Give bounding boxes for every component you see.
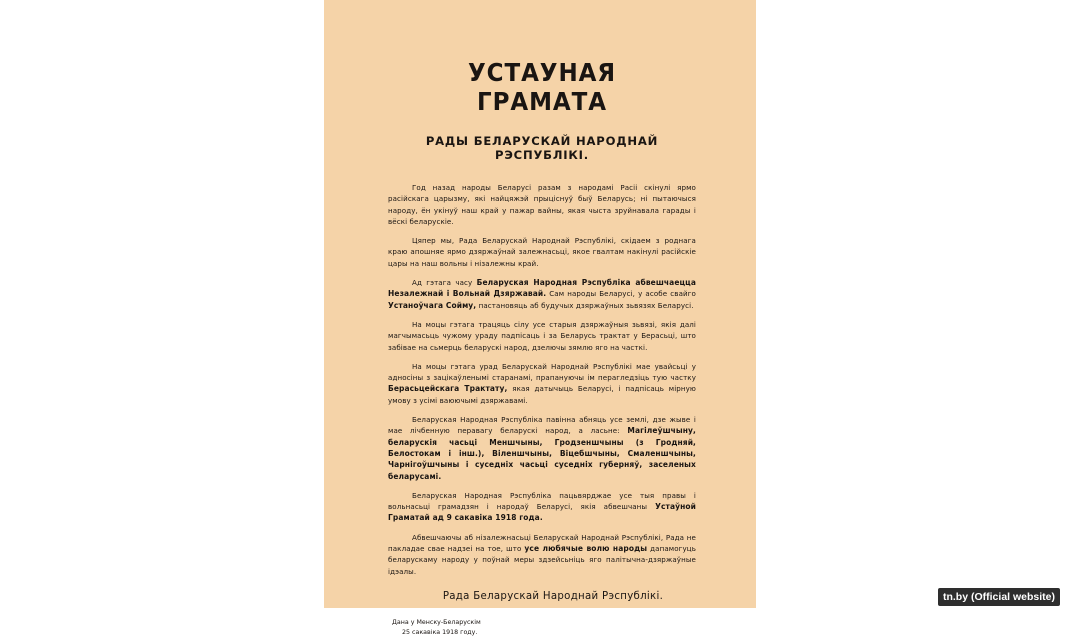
paragraph-text: Сам народы Беларусі, у асобе свайго: [546, 289, 697, 299]
emphasized-text: Магілеўшчыну, беларускія часьці Меншчыны, Гродзеншчыны (з Гродняй, Белостокам і інш.), Віленшчыны, Віцебшчыны, Смаленшчыны, Чарнігоўшчыны і суседніх часьці суседніх губерняў, заселеных беларусамі.: [388, 426, 696, 481]
paragraph-text: Беларуская Народная Рэспубліка пацьвярджае усе тыя правы і вольнасьці грамадзян і народаў Беларусі, якія абвешчаны: [388, 490, 696, 512]
image-credit: tn.by (Official website): [938, 588, 1060, 606]
document-paragraph: [388, 182, 696, 227]
document-paragraph: [388, 235, 696, 269]
document-subtitle: РАДЫ БЕЛАРУСКАЙ НАРОДНАЙ РЭСПУБЛІКІ.: [425, 134, 659, 162]
paragraph-text: Абвешчаючы аб нізалежнасьці Беларускай Народнай Рэспублікі, Рада не пакладае свае надзеі на тое, што: [388, 532, 696, 554]
emphasized-text: Устаноўчага Сойму,: [388, 300, 477, 310]
document-dateline: [392, 618, 696, 638]
document-paragraph: [388, 277, 696, 311]
paragraph-text: дапамогуць беларускаму народу у поўнай меры здзейсьніць яго палітычна-дзяржаўные ідэалы.: [388, 544, 697, 576]
document-paragraph: [388, 532, 696, 577]
paragraph-text: Год назад народы Беларусі разам з народамі Расіі скінулі ярмо расійскага царызму, які найцяжэй прыціснуў быў Беларусь; ні пытаючыся народу, ён укінуў наш край у пажар вайны, якая чыста зруйнавала гарады і вёскі беларускіе.: [388, 183, 696, 226]
document-paragraph: [388, 361, 696, 406]
document-paragraph: [388, 319, 696, 353]
document-signature: Рада Беларускай Народнай Рэспублікі.: [442, 590, 664, 602]
emphasized-text: Устаўной Граматай ад 9 сакавіка 1918 года.: [388, 502, 696, 523]
paragraph-text: Ад гэтага часу: [412, 278, 477, 288]
document-paragraph: [388, 490, 696, 524]
paragraph-text: Цяпер мы, Рада Беларускай Народнай Рэспублікі, скідаем з роднага краю апошняе ярмо дзяржаўнай залежнасьці, якое гвалтам накінулі расійскіе цары на наш вольны і нізалежны край.: [388, 236, 696, 268]
dateline-date: 25 сакавіка 1918 году.: [402, 628, 478, 636]
document-title: УСТАУНАЯ ГРАМАТА: [468, 58, 616, 116]
emphasized-text: Берасьцейскага Трактату,: [388, 384, 508, 394]
emphasized-text: усе любячые волю народы: [524, 544, 648, 554]
paragraph-text: пастановяць аб будучых дзяржаўных зьвязях Беларусі.: [476, 300, 694, 310]
emphasized-text: Беларуская Народная Рэспубліка абвешчаецца Незалежнай і Вольнай Дзяржавай.: [388, 278, 696, 299]
paragraph-text: Беларуская Народная Рэспубліка павінна абняць усе землі, дзе жыве і мае лічбенную перавагу беларускі народ, а ласьне:: [388, 415, 696, 436]
paragraph-text: На моцы гэтага урад Беларускай Народнай Рэспублікі мае увайсьці у адносіны з зацікаўленымі старанамі, прапануючы ім перагледзіць тую частку: [388, 361, 696, 383]
dateline-place: Дана у Менску-Беларускім: [392, 618, 481, 626]
document-scan: [324, 0, 756, 636]
document-body: [388, 182, 696, 577]
paragraph-text: На моцы гэтага трацяць сілу усе старыя дзяржаўныя зьвязі, якія далі магчымасьць чужому ураду падпісаць і за Беларусь трактат у Берасьці, што забівае на сьмерць беларускі народ, дзелючы зямлю яго на часткі.: [388, 319, 696, 352]
paragraph-text: якая датычыць Беларусі, і падпісаць мірную умову з усімі ваюючымі дзяржавамі.: [388, 384, 696, 405]
document-paragraph: [388, 414, 696, 482]
